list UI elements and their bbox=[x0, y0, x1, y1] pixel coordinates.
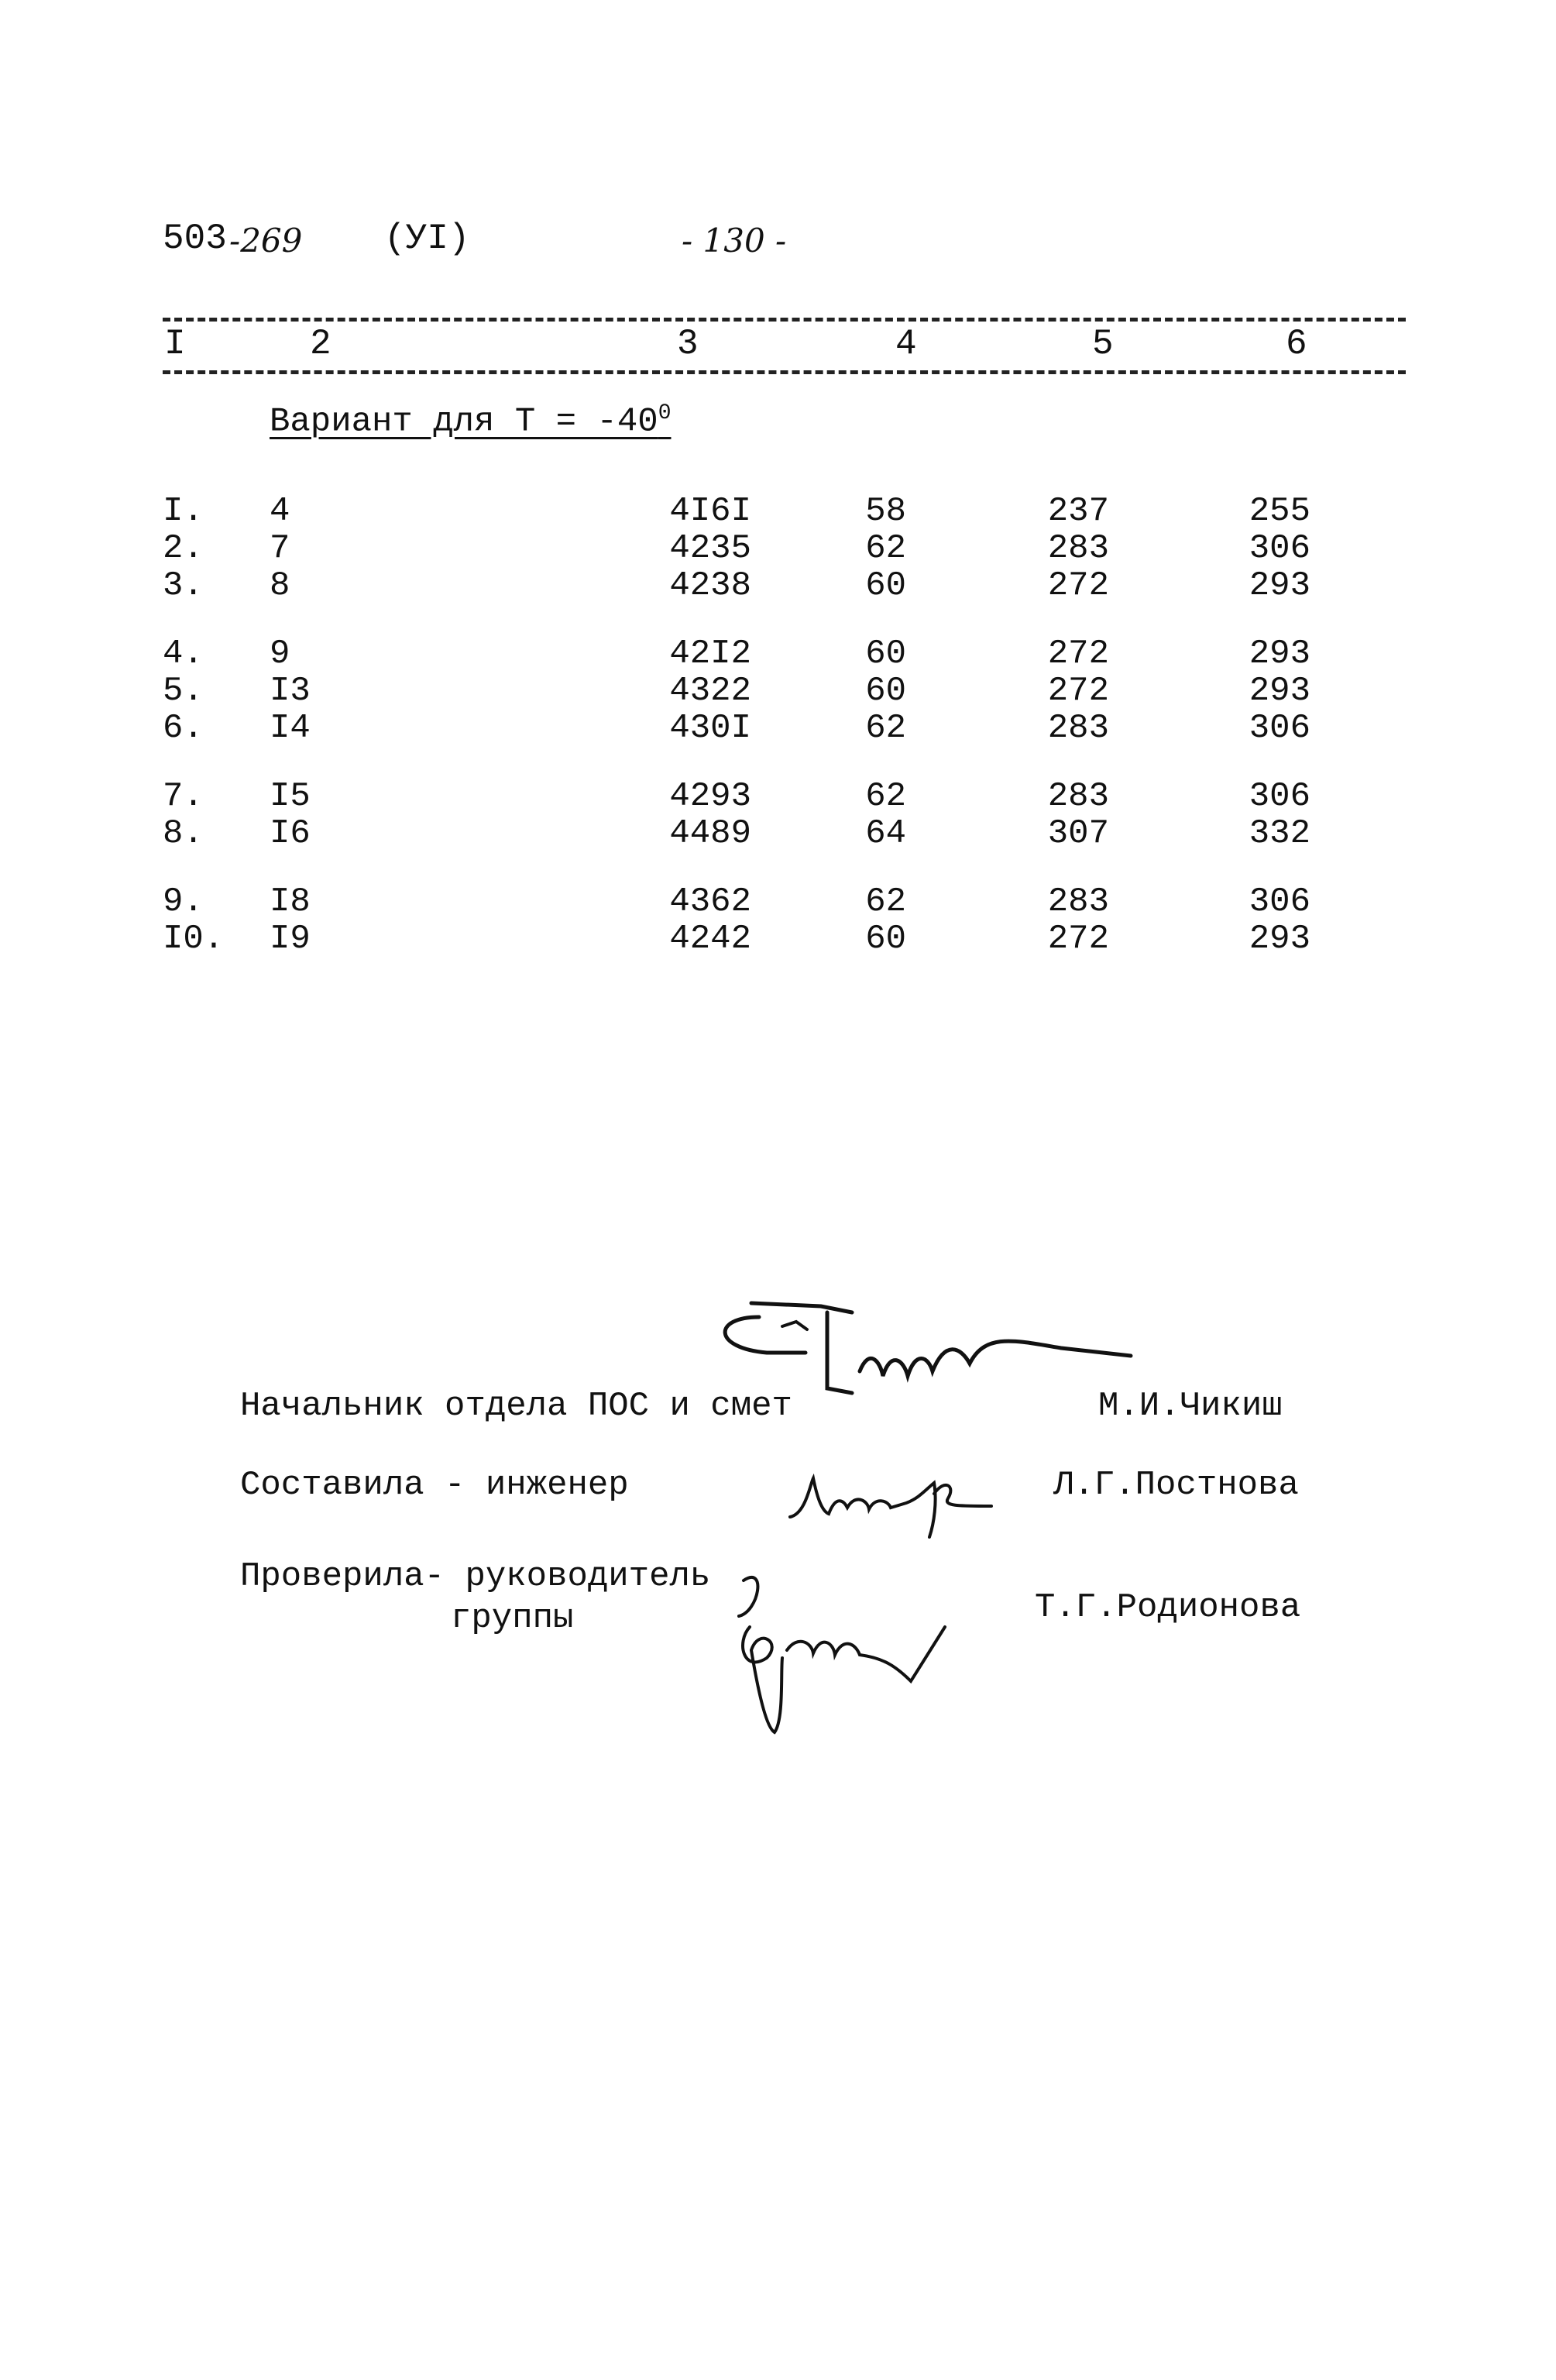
compiled-title: Составила - инженер bbox=[240, 1466, 629, 1505]
col5-value: 283 bbox=[1047, 882, 1109, 921]
col2-value: I4 bbox=[270, 709, 311, 748]
table-row bbox=[163, 815, 1371, 852]
row-number: 9. bbox=[163, 882, 204, 921]
header-top-rule bbox=[163, 318, 1406, 322]
signature-head bbox=[697, 1286, 1224, 1410]
col6-value: 306 bbox=[1249, 777, 1310, 816]
col5-value: 307 bbox=[1047, 814, 1109, 853]
col2-value: I6 bbox=[270, 814, 311, 853]
col2-value: 4 bbox=[270, 492, 290, 531]
table-row-group bbox=[163, 635, 1371, 747]
col6-value: 306 bbox=[1249, 529, 1310, 568]
table-row bbox=[163, 778, 1371, 815]
table-row bbox=[163, 530, 1371, 567]
row-number: 5. bbox=[163, 672, 204, 710]
document-volume: (УI) bbox=[384, 218, 470, 259]
col4-value: 62 bbox=[865, 777, 906, 816]
checked-title-line1: Проверила- руководитель bbox=[240, 1557, 711, 1596]
col5-value: 283 bbox=[1047, 777, 1109, 816]
col3-value: 42I2 bbox=[669, 635, 751, 673]
table-row bbox=[163, 883, 1371, 920]
col6-value: 293 bbox=[1249, 635, 1310, 673]
variant-caption bbox=[270, 401, 672, 442]
col3-value: 4322 bbox=[669, 672, 751, 710]
col3-value: 430I bbox=[669, 709, 751, 748]
col4-value: 58 bbox=[865, 492, 906, 531]
col6-value: 332 bbox=[1249, 814, 1310, 853]
page-number: - 130 - bbox=[682, 222, 787, 260]
col5-value: 272 bbox=[1047, 566, 1109, 605]
data-table bbox=[163, 493, 1371, 989]
col2-value: 7 bbox=[270, 529, 290, 568]
col5-value: 272 bbox=[1047, 920, 1109, 958]
column-number-2: 2 bbox=[310, 324, 331, 364]
col4-value: 62 bbox=[865, 882, 906, 921]
col2-value: 8 bbox=[270, 566, 290, 605]
col6-value: 293 bbox=[1249, 672, 1310, 710]
checked-title-line2: группы bbox=[451, 1599, 574, 1638]
col3-value: 4489 bbox=[669, 814, 751, 853]
table-row bbox=[163, 672, 1371, 710]
document-number-handwritten: -269 bbox=[229, 222, 303, 260]
row-number: 7. bbox=[163, 777, 204, 816]
table-row-group bbox=[163, 883, 1371, 958]
column-number-6: 6 bbox=[1286, 324, 1307, 364]
row-number: 8. bbox=[163, 814, 204, 853]
row-number: 6. bbox=[163, 709, 204, 748]
col3-value: 4362 bbox=[669, 882, 751, 921]
col4-value: 60 bbox=[865, 672, 906, 710]
col2-value: 9 bbox=[270, 635, 290, 673]
col2-value: I3 bbox=[270, 672, 311, 710]
col6-value: 293 bbox=[1249, 566, 1310, 605]
document-code: 503 bbox=[163, 218, 227, 259]
col2-value: I5 bbox=[270, 777, 311, 816]
col4-value: 60 bbox=[865, 566, 906, 605]
head-title: Начальник отдела ПОС и смет bbox=[240, 1387, 792, 1426]
col3-value: 4242 bbox=[669, 920, 751, 958]
col5-value: 283 bbox=[1047, 709, 1109, 748]
col5-value: 237 bbox=[1047, 492, 1109, 531]
signature-compiled bbox=[782, 1463, 1015, 1540]
table-row bbox=[163, 920, 1371, 958]
column-number-1: I bbox=[164, 324, 186, 364]
col4-value: 60 bbox=[865, 635, 906, 673]
col2-value: I9 bbox=[270, 920, 311, 958]
col3-value: 4293 bbox=[669, 777, 751, 816]
row-number: 2. bbox=[163, 529, 204, 568]
col3-value: 4I6I bbox=[669, 492, 751, 531]
table-row bbox=[163, 710, 1371, 747]
row-number: 4. bbox=[163, 635, 204, 673]
column-number-4: 4 bbox=[895, 324, 917, 364]
header-bottom-rule bbox=[163, 370, 1406, 374]
col4-value: 60 bbox=[865, 920, 906, 958]
variant-caption-degree: 0 bbox=[658, 401, 672, 425]
col6-value: 306 bbox=[1249, 709, 1310, 748]
col3-value: 4235 bbox=[669, 529, 751, 568]
compiled-name: Л.Г.Постнова bbox=[1053, 1466, 1299, 1505]
table-row-group bbox=[163, 778, 1371, 852]
row-number: 3. bbox=[163, 566, 204, 605]
row-number: I. bbox=[163, 492, 204, 531]
col4-value: 64 bbox=[865, 814, 906, 853]
col3-value: 4238 bbox=[669, 566, 751, 605]
table-row bbox=[163, 635, 1371, 672]
col5-value: 283 bbox=[1047, 529, 1109, 568]
col6-value: 255 bbox=[1249, 492, 1310, 531]
head-name: М.И.Чикиш bbox=[1098, 1387, 1283, 1426]
col6-value: 293 bbox=[1249, 920, 1310, 958]
col6-value: 306 bbox=[1249, 882, 1310, 921]
table-row bbox=[163, 493, 1371, 530]
table-row-group bbox=[163, 493, 1371, 604]
col5-value: 272 bbox=[1047, 672, 1109, 710]
col2-value: I8 bbox=[270, 882, 311, 921]
checked-name: Т.Г.Родионова bbox=[1035, 1588, 1301, 1627]
column-number-3: 3 bbox=[677, 324, 699, 364]
col4-value: 62 bbox=[865, 709, 906, 748]
col5-value: 272 bbox=[1047, 635, 1109, 673]
col4-value: 62 bbox=[865, 529, 906, 568]
column-number-5: 5 bbox=[1092, 324, 1114, 364]
table-row bbox=[163, 567, 1371, 604]
signature-checked bbox=[713, 1557, 1007, 1743]
row-number: I0. bbox=[163, 920, 225, 958]
variant-caption-text: Вариант для Т = -40 bbox=[270, 402, 658, 442]
